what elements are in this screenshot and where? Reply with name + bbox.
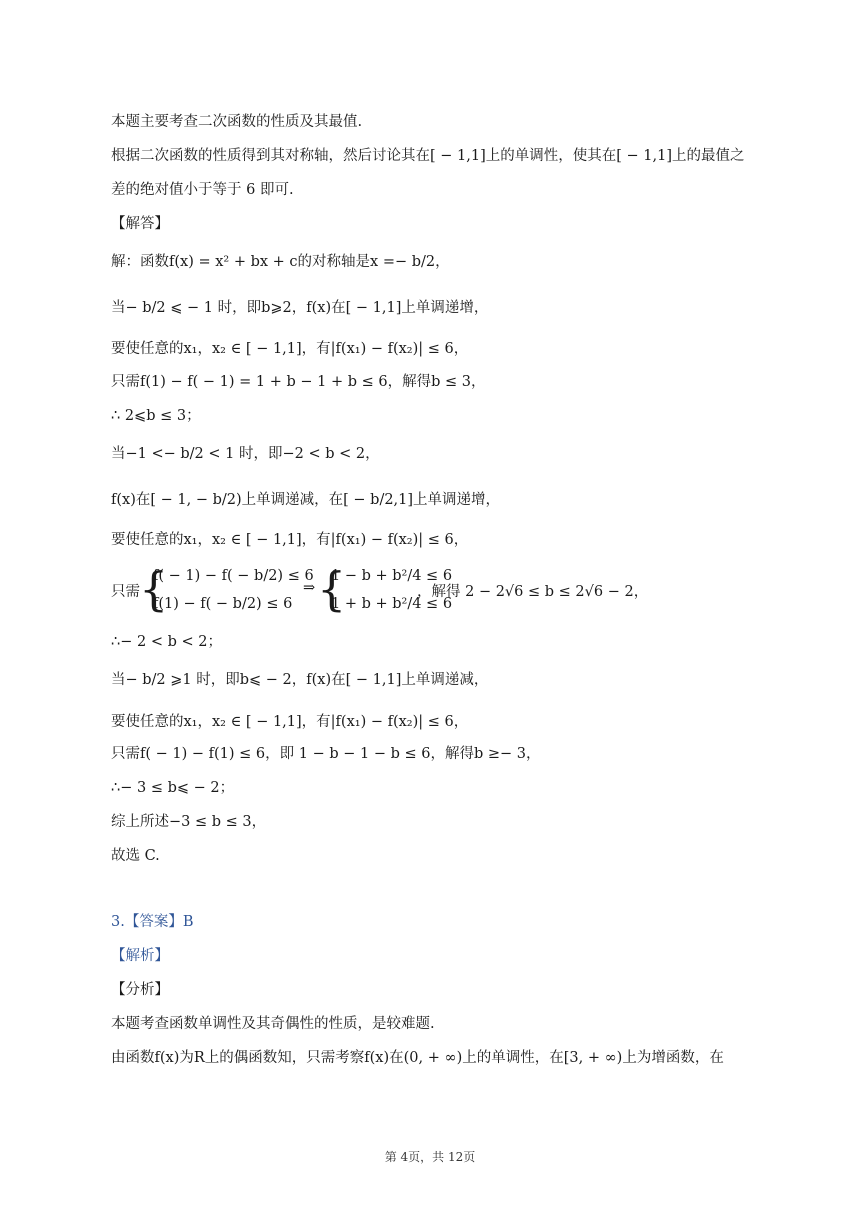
answer-heading: 3.【答案】B (111, 914, 194, 930)
text-line: 要使任意的x₁，x₂ ∈ [ − 1,1]，有|f(x₁) − f(x₂)| ≤ 6， (111, 714, 469, 730)
text-line: ∴− 2 < b < 2； (111, 634, 222, 650)
system-suffix: ，解得 2 − 2√6 ≤ b ≤ 2√6 − 2， (417, 584, 649, 600)
text-line: 由函数f(x)为R上的偶函数知，只需考察f(x)在(0, + ∞)上的单调性，在[3, + ∞)上为增函数，在 (111, 1050, 724, 1066)
text-line: 根据二次函数的性质得到其对称轴，然后讨论其在[ − 1,1]上的单调性，使其在[ − 1,1]上的最值之 (111, 148, 745, 164)
text-line: 当− b/2 ⩾1 时，即b⩽ − 2，f(x)在[ − 1,1]上单调递减， (111, 672, 489, 688)
section-heading: 【解答】 (111, 216, 169, 232)
system-prefix: 只需 (111, 584, 140, 600)
system-left-bottom: f(1) − f( − b/2) ≤ 6 (153, 596, 293, 612)
text-line: 当− b/2 ⩽ − 1 时，即b⩾2，f(x)在[ − 1,1]上单调递增， (111, 300, 489, 316)
text-line: 综上所述−3 ≤ b ≤ 3， (111, 814, 267, 830)
text-line: 只需f( − 1) − f(1) ≤ 6，即 1 − b − 1 − b ≤ 6，解得b ≥− 3， (111, 746, 541, 762)
system-right-bottom: 1 + b + b²/4 ≤ 6 (331, 596, 453, 612)
text-line: 差的绝对值小于等于 6 即可. (111, 182, 294, 198)
right-brace: { (317, 562, 347, 616)
text-line: 本题主要考查二次函数的性质及其最值. (111, 114, 363, 130)
section-heading: 【分析】 (111, 982, 169, 998)
text-line: 只需f(1) − f( − 1) = 1 + b − 1 + b ≤ 6，解得b ≤ 3， (111, 374, 486, 390)
text-line: 要使任意的x₁，x₂ ∈ [ − 1,1]，有|f(x₁) − f(x₂)| ≤ 6， (111, 532, 469, 548)
text-line: 本题考查函数单调性及其奇偶性的性质，是较难题. (111, 1016, 435, 1032)
inequality-system (111, 562, 711, 618)
system-left-top: f( − 1) − f( − b/2) ≤ 6 (153, 568, 314, 584)
text-line: ∴ 2⩽b ≤ 3； (111, 408, 201, 424)
text-line: 当−1 <− b/2 < 1 时，即−2 < b < 2， (111, 446, 380, 462)
system-right-top: 1 − b + b²/4 ≤ 6 (331, 568, 453, 584)
text-line: 故选 C. (111, 848, 160, 864)
text-line: 解：函数f(x) = x² + bx + c的对称轴是x =− b/2， (111, 254, 450, 270)
implies-arrow: ⇒ (303, 580, 316, 596)
text-line: 要使任意的x₁，x₂ ∈ [ − 1,1]，有|f(x₁) − f(x₂)| ≤ 6， (111, 341, 469, 357)
page-footer: 第 4页，共 12页 (384, 1150, 476, 1164)
left-brace: { (139, 562, 169, 616)
analysis-heading: 【解析】 (111, 948, 169, 964)
text-line: f(x)在[ − 1, − b/2)上单调递减，在[ − b/2,1]上单调递增， (111, 492, 501, 508)
text-line: ∴− 3 ≤ b⩽ − 2； (111, 780, 235, 796)
